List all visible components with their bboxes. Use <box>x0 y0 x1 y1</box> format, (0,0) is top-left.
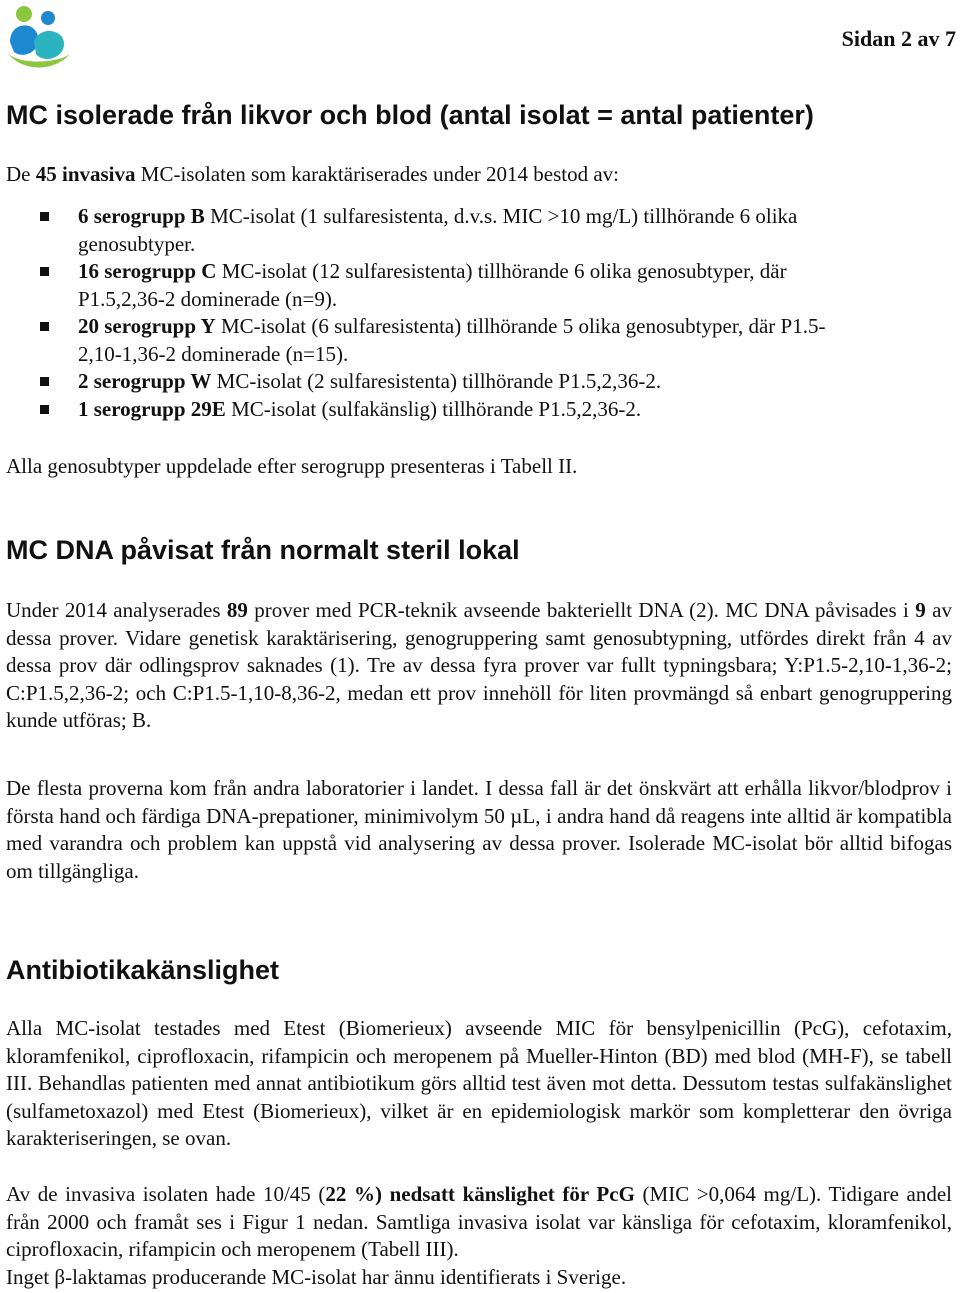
dna-paragraph-2: De flesta proverna kom från andra laboratorier i landet. I dessa fall är det önskvärt att erhålla likvor/blodprov i första hand och färdiga DNA-prepationer, minimivolym 50 µL, i andra hand då reagens inte alltid är kompatibla med varandra och problem kan uppstå vid analysering av dessa prover. Isolerade MC-isolat bör alltid bifogas om tillgängliga. <box>6 776 952 883</box>
antibiotics-paragraph-2 <box>6 1181 952 1264</box>
page-number: Sidan 2 av 7 <box>841 26 956 51</box>
bold-run: 22 %) nedsatt känslighet för PcG <box>325 1182 635 1206</box>
dna-paragraph-1 <box>6 597 952 735</box>
section-intro <box>6 161 952 189</box>
antibiotics-paragraph-3: Inget β-laktamas producerande MC-isolat har ännu identifierats i Sverige. <box>6 1265 627 1289</box>
intro-post: MC-isolaten som karaktäriserades under 2014 bestod av: <box>135 162 619 186</box>
serogroup-label: 6 serogrupp B <box>78 204 205 228</box>
square-bullet-icon <box>40 377 49 386</box>
antibiotics-paragraph-1: Alla MC-isolat testades med Etest (Biomerieux) avseende MIC för bensylpenicillin (PcG), cefotaxim, kloramfenikol, ciprofloxacin, rifampicin och meropenem på Mueller-Hinton (BD) med blod (MH-F), se tabell III. Behandlas patienten med annat antibiotikum görs alltid test även mot detta. Dessutom testas sulfakänslighet (sulfametoxazol) med Etest (Biomerieux), vilket är en epidemiologisk markör som kompletterar den övriga karakteriseringen, se ovan. <box>6 1016 952 1150</box>
bold-run: 89 <box>226 598 248 622</box>
intro-bold: 45 invasiva <box>35 162 136 186</box>
section-outro: Alla genosubtyper uppdelade efter serogrupp presenteras i Tabell II. <box>6 454 578 478</box>
square-bullet-icon <box>40 405 49 414</box>
serogroup-label: 2 serogrupp W <box>78 369 212 393</box>
section-title-antibiotics: Antibiotikakänslighet <box>6 955 280 985</box>
serogroup-list <box>0 203 950 423</box>
list-item <box>0 203 838 258</box>
text-run: Av de invasiva isolaten hade 10/45 ( <box>6 1182 326 1206</box>
serogroup-detail: MC-isolat (12 sulfaresistenta) tillhörande 6 olika genosubtyper, där P1.5,2,36-2 dominerade (n=9). <box>78 259 787 311</box>
serogroup-label: 20 serogrupp Y <box>78 314 216 338</box>
square-bullet-icon <box>40 322 49 331</box>
organization-logo-icon <box>4 2 74 72</box>
text-run: av dessa prover. Vidare genetisk karaktärisering, genogruppering samt genosubtypning, utfördes direkt från 4 av dessa prov där odlingsprov saknades (1). Tre av dessa fyra prover var fullt typningsbara; Y:P1.5-2,10-1,36-2; C:P1.5,2,36-2; och C:P1.5-1,10-8,36-2, medan ett prov innehöll för liten provmängd så enbart genogruppering kunde utföras; B. <box>6 598 952 732</box>
intro-pre: De <box>6 162 36 186</box>
serogroup-detail: MC-isolat (6 sulfaresistenta) tillhörande 5 olika genosubtyper, där P1.5-2,10-1,36-2 dominerade (n=15). <box>78 314 826 366</box>
bold-run: 9 <box>915 598 926 622</box>
square-bullet-icon <box>40 212 49 221</box>
list-item <box>0 313 868 368</box>
text-run: (MIC >0,064 mg/L). Tidigare andel från 2000 och framåt ses i Figur 1 nedan. Samtliga invasiva isolat var känsliga för cefotaxim, kloramfenikol, ciprofloxacin, rifampicin och meropenem (Tabell III). <box>6 1182 952 1261</box>
section-title-isolates: MC isolerade från likvor och blod (antal isolat = antal patienter) <box>6 100 814 130</box>
list-item <box>0 368 938 396</box>
list-item <box>0 396 938 424</box>
text-run: prover med PCR-teknik avseende bakteriellt DNA (2). MC DNA påvisades i <box>247 598 916 622</box>
section-title-dna: MC DNA påvisat från normalt steril lokal <box>6 535 520 565</box>
serogroup-label: 1 serogrupp 29E <box>78 396 226 421</box>
text-run: Under 2014 analyserades <box>6 598 227 622</box>
serogroup-detail: MC-isolat (1 sulfaresistenta, d.v.s. MIC >10 mg/L) tillhörande 6 olika genosubtyper. <box>78 204 798 256</box>
serogroup-detail: MC-isolat (2 sulfaresistenta) tillhörande P1.5,2,36-2. <box>211 369 662 393</box>
square-bullet-icon <box>40 267 49 276</box>
list-item <box>0 258 868 313</box>
serogroup-label: 16 serogrupp C <box>78 259 217 283</box>
serogroup-detail: MC-isolat (sulfakänslig) tillhörande P1.5,2,36-2. <box>225 396 642 421</box>
